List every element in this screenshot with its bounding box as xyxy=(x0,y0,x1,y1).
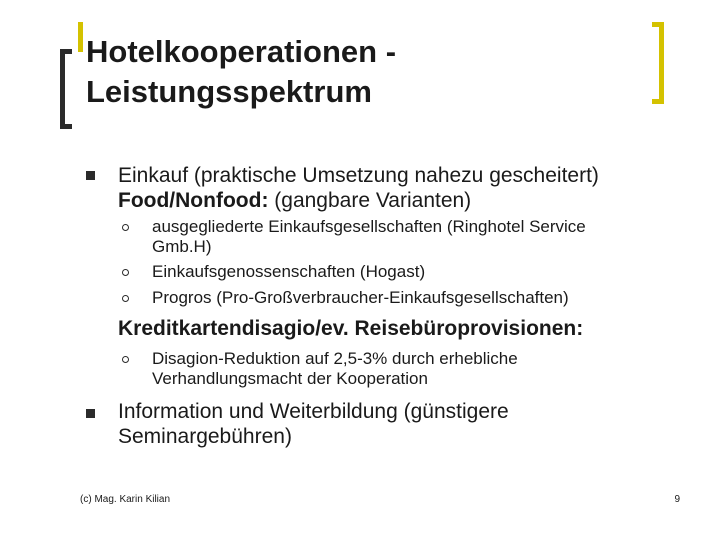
bullet-information-line2: Seminargebühren) xyxy=(118,425,292,448)
footer-author: (c) Mag. Karin Kilian xyxy=(80,494,171,505)
title-line-1: Hotelkooperationen - xyxy=(86,34,397,69)
ring-bullet-icon xyxy=(122,356,129,363)
sub-bullet-genossenschaften: Einkaufsgenossenschaften (Hogast) xyxy=(152,262,426,281)
bullet-information xyxy=(118,399,509,449)
sub-bullet-ausgegliederte-line2: Gmb.H) xyxy=(152,237,212,256)
square-bullet-icon xyxy=(86,409,95,418)
sub-bullet-ausgegliederte-line1: ausgegliederte Einkaufsgesellschaften (Ringhotel Service xyxy=(152,217,586,236)
title-line-2: Leistungsspektrum xyxy=(86,74,372,109)
slide-title xyxy=(86,32,626,112)
sub-bullet-disagion-line1: Disagion-Reduktion auf 2,5-3% durch erhebliche xyxy=(152,349,518,368)
sub-bullet-progros: Progros (Pro-Großverbraucher-Einkaufsgesellschaften) xyxy=(152,288,569,307)
heading-kreditkartendisagio xyxy=(118,316,583,341)
bullet-information-line1: Information und Weiterbildung (günstigere xyxy=(118,400,509,423)
sub-bullet-disagion-line2: Verhandlungsmacht der Kooperation xyxy=(152,369,428,388)
title-accent-line xyxy=(78,22,83,52)
ring-bullet-icon xyxy=(122,224,129,231)
title-bracket-right xyxy=(652,22,664,104)
food-nonfood-label: Food/Nonfood: xyxy=(118,189,269,212)
ring-bullet-icon xyxy=(122,295,129,302)
kreditkarten-label: Kreditkartendisagio/ev. Reisebüroprovisionen: xyxy=(118,317,584,340)
bullet-einkauf xyxy=(118,163,599,213)
food-nonfood-rest: (gangbare Varianten) xyxy=(268,189,472,212)
ring-bullet-icon xyxy=(122,269,129,276)
sub-bullet-ausgegliederte xyxy=(152,217,586,257)
sub-bullet-disagion xyxy=(152,349,518,389)
square-bullet-icon xyxy=(86,171,95,180)
bullet-einkauf-line2 xyxy=(118,188,599,213)
title-bracket-left xyxy=(60,49,72,129)
footer-page-number: 9 xyxy=(674,494,680,505)
bullet-einkauf-line1: Einkauf (praktische Umsetzung nahezu gescheitert) xyxy=(118,164,599,187)
